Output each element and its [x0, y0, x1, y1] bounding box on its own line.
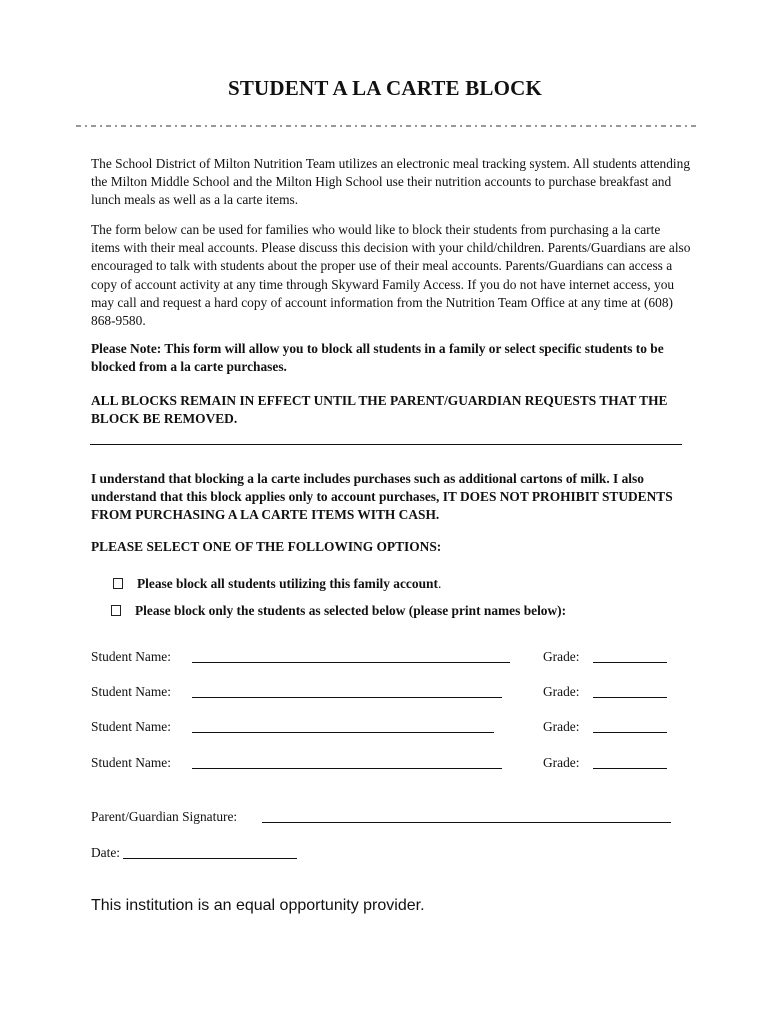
- date-field[interactable]: [123, 858, 297, 859]
- grade-label: Grade:: [543, 684, 580, 699]
- student-name-field[interactable]: [192, 768, 502, 769]
- option-block-all[interactable]: [113, 575, 441, 593]
- grade-field[interactable]: [593, 697, 667, 698]
- student-name-field[interactable]: [192, 662, 510, 663]
- signature-label: Parent/Guardian Signature:: [91, 809, 238, 824]
- understand-paragraph: I understand that blocking a la carte includes purchases such as additional cartons of milk. I also understand that this block applies only to account purchases, IT DOES NOT PROHIBIT STUDENTS FROM PURCHASING A LA CARTE ITEMS WITH CASH.: [91, 471, 673, 523]
- select-options-heading: PLEASE SELECT ONE OF THE FOLLOWING OPTIONS:: [91, 539, 442, 554]
- student-name-label: Student Name:: [91, 684, 171, 699]
- grade-label: Grade:: [543, 755, 580, 770]
- option-block-all-suffix: .: [437, 576, 442, 591]
- equal-opportunity-statement: This institution is an equal opportunity provider.: [91, 897, 425, 914]
- decorative-divider: [76, 122, 696, 130]
- option-block-selected[interactable]: [111, 602, 566, 620]
- section-rule: [90, 444, 682, 445]
- student-name-field[interactable]: [192, 732, 494, 733]
- please-note: Please Note: This form will allow you to block all students in a family or select specific students to be blocked from a la carte purchases.: [91, 341, 664, 375]
- date-label: Date:: [91, 845, 120, 860]
- page-title: STUDENT A LA CARTE BLOCK: [227, 76, 543, 100]
- student-name-field[interactable]: [192, 697, 502, 698]
- student-name-label: Student Name:: [91, 719, 171, 734]
- grade-field[interactable]: [593, 732, 667, 733]
- grade-field[interactable]: [593, 662, 667, 663]
- signature-field[interactable]: [262, 822, 671, 823]
- grade-label: Grade:: [543, 719, 580, 734]
- intro-paragraph: The School District of Milton Nutrition Team utilizes an electronic meal tracking system. All students attending the Milton Middle School and the Milton High School use their nutrition accounts to purchase breakfast and lunch meals as well as a la carte items.: [91, 156, 691, 208]
- grade-field[interactable]: [593, 768, 667, 769]
- form-paragraph: The form below can be used for families who would like to block their students from purchasing a la carte items with their meal accounts. Please discuss this decision with your child/children. Parents/Guardians are also encouraged to talk with students about the proper use of their meal accounts. Parents/Guardians can access a copy of account activity at any time through Skyward Family Access. If you do not have internet access, you may call and request a hard copy of account information from the Nutrition Team Office at any time at (608) 868-9580.: [91, 222, 691, 329]
- grade-label: Grade:: [543, 649, 580, 664]
- option-block-all-label: Please block all students utilizing this family account: [137, 576, 438, 591]
- option-block-selected-label: Please block only the students as selected below (please print names below):: [135, 603, 567, 618]
- blocks-remain-notice: ALL BLOCKS REMAIN IN EFFECT UNTIL THE PARENT/GUARDIAN REQUESTS THAT THE BLOCK BE REMOVED.: [91, 393, 668, 427]
- checkbox-block-all[interactable]: [113, 578, 123, 589]
- checkbox-block-selected[interactable]: [111, 605, 121, 616]
- student-name-label: Student Name:: [91, 649, 171, 664]
- student-name-label: Student Name:: [91, 755, 171, 770]
